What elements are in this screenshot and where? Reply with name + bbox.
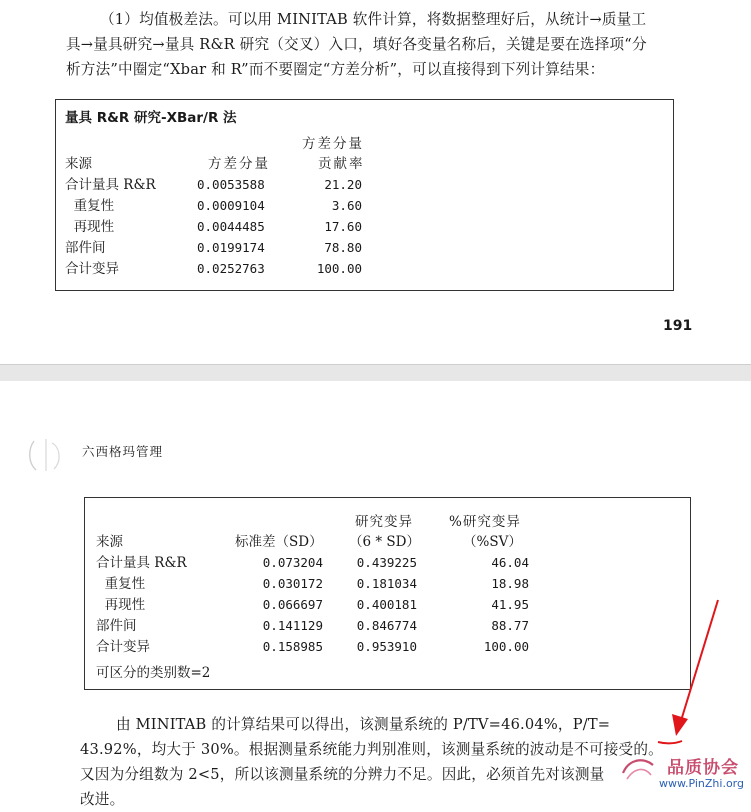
watermark-url: www.PinZhi.org [659, 777, 744, 790]
col-var-header: 方差分量 [208, 156, 270, 172]
row-source: 再现性 [65, 219, 115, 235]
page-191 [0, 0, 751, 364]
row-contrib: 3.60 [331, 198, 362, 213]
row-sd: 0.030172 [262, 576, 323, 591]
conclusion-line-3: 又因为分组数为 2<5，所以该测量系统的分辨力不足。因此，必须首先对该测量 [80, 766, 605, 783]
page-separator [0, 364, 751, 382]
row-sd: 0.073204 [262, 555, 323, 570]
col-source-header: 来源 [96, 534, 123, 550]
page-number: 191 [663, 318, 693, 334]
row-source: 部件间 [65, 240, 106, 256]
row-var: 0.0053588 [197, 177, 265, 192]
watermark-title: 品质协会 [667, 758, 739, 778]
row-source: 再现性 [96, 597, 146, 613]
intro-line-2: 具→量具研究→量具 R&R 研究（交叉）入口，填好各变量名称后，关键是要在选择项“分 [66, 36, 647, 53]
row-sd: 0.158985 [262, 639, 323, 654]
row-source: 合计变异 [65, 261, 119, 277]
row-pct: 100.00 [483, 639, 529, 654]
watermark-swirl-icon [619, 755, 657, 783]
watermark-logo [617, 753, 751, 797]
table-title: 量具 R&R 研究-XBar/R 法 [65, 110, 237, 126]
conclusion-line-2: 43.92%，均大于 30%。根据测量系统能力判别准则，该测量系统的波动是不可接受的。 [80, 741, 663, 758]
row-source: 部件间 [96, 618, 137, 634]
row-study: 0.846774 [356, 618, 417, 633]
row-source: 合计变异 [96, 639, 150, 655]
row-pct: 41.95 [491, 597, 529, 612]
intro-line-3: 析方法”中圈定“Xbar 和 R”而不要圈定“方差分析”，可以直接得到下列计算结果： [66, 61, 605, 78]
col-sd-header: 标准差（SD） [235, 534, 323, 550]
row-contrib: 17.60 [324, 219, 362, 234]
row-source: 合计量具 R&R [96, 555, 187, 571]
distinct-categories-note: 可区分的类别数=2 [96, 665, 211, 681]
gage-rr-table-2 [84, 497, 691, 690]
conclusion-line-1: 由 MINITAB 的计算结果可以得出，该测量系统的 P/TV=46.04%，P/T= [116, 716, 611, 733]
row-source: 合计量具 R&R [65, 177, 156, 193]
gage-rr-table-1 [55, 99, 674, 291]
col-contrib-header-1: 方差分量 [302, 136, 364, 152]
col-pct-header-2: （%SV） [463, 534, 522, 550]
col-source-header: 来源 [65, 156, 92, 172]
row-var: 0.0044485 [197, 219, 265, 234]
header-ornament-icon [26, 437, 76, 473]
row-contrib: 100.00 [316, 261, 362, 276]
row-study: 0.439225 [356, 555, 417, 570]
row-source: 重复性 [96, 576, 146, 592]
row-source: 重复性 [65, 198, 115, 214]
row-contrib: 21.20 [324, 177, 362, 192]
row-var: 0.0199174 [197, 240, 265, 255]
row-var: 0.0252763 [197, 261, 265, 276]
row-study: 0.400181 [356, 597, 417, 612]
row-contrib: 78.80 [324, 240, 362, 255]
red-arrow-annotation-icon [640, 596, 730, 746]
col-contrib-header-2: 贡献率 [318, 156, 365, 172]
col-study-header-2: （6 * SD） [349, 534, 420, 550]
row-sd: 0.066697 [262, 597, 323, 612]
row-study: 0.953910 [356, 639, 417, 654]
row-study: 0.181034 [356, 576, 417, 591]
row-var: 0.0009104 [197, 198, 265, 213]
intro-line-1: （1）均值极差法。可以用 MINITAB 软件计算，将数据整理好后，从统计→质量工 [100, 11, 647, 28]
page-192 [0, 381, 751, 808]
row-pct: 18.98 [491, 576, 529, 591]
row-pct: 88.77 [491, 618, 529, 633]
col-study-header-1: 研究变异 [355, 514, 413, 530]
row-sd: 0.141129 [262, 618, 323, 633]
row-pct: 46.04 [491, 555, 529, 570]
col-pct-header-1: %研究变异 [449, 514, 521, 530]
running-header: 六西格玛管理 [82, 444, 164, 459]
conclusion-line-4: 改进。 [80, 791, 125, 808]
